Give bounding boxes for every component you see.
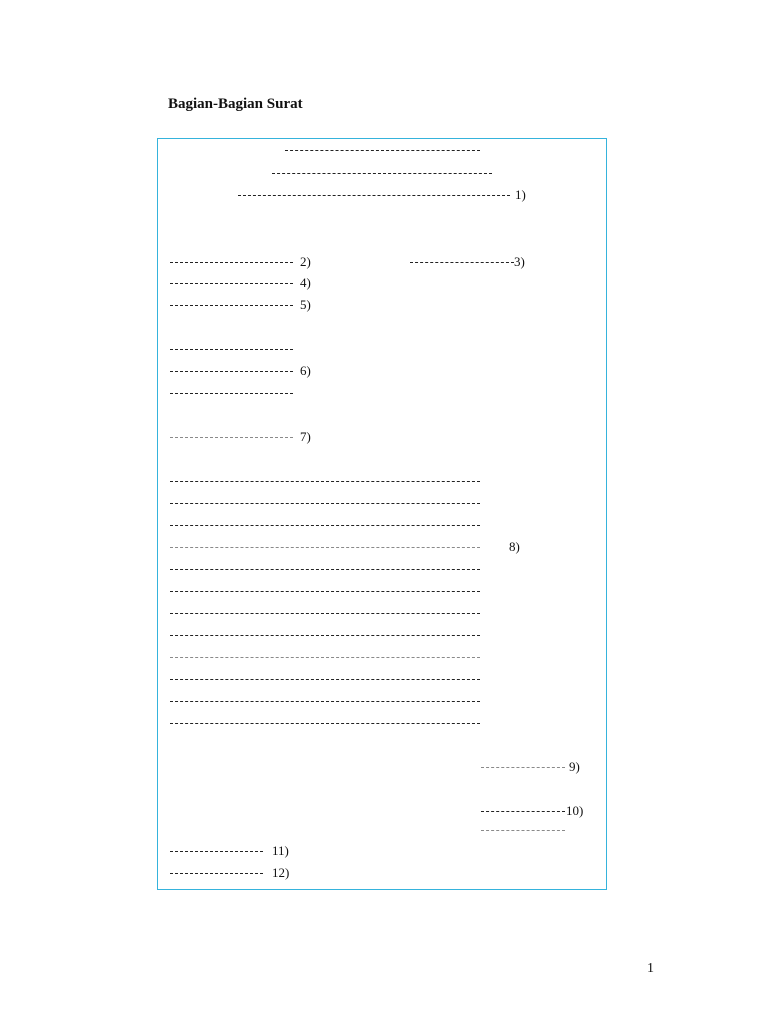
body-line xyxy=(170,591,480,592)
marker-3: 3) xyxy=(514,254,525,269)
body-line xyxy=(170,657,480,658)
address-line-3 xyxy=(170,393,293,394)
marker-9: 9) xyxy=(569,759,580,774)
letter-date-line xyxy=(410,262,514,263)
address-line-1 xyxy=(170,349,293,350)
letter-number-line xyxy=(170,262,293,263)
attachment-line xyxy=(170,283,293,284)
marker-6: 6) xyxy=(300,363,311,378)
letterhead-line-2 xyxy=(272,173,492,174)
body-line xyxy=(170,547,480,548)
marker-4: 4) xyxy=(300,275,311,290)
closing-line xyxy=(481,767,565,768)
letter-template-frame xyxy=(157,138,607,890)
body-line xyxy=(170,569,480,570)
letterhead-line-3 xyxy=(238,195,510,196)
body-line xyxy=(170,679,480,680)
body-line xyxy=(170,723,480,724)
signature-name-line xyxy=(481,830,565,831)
marker-12: 12) xyxy=(272,865,290,880)
copy-line-2 xyxy=(170,873,263,874)
body-line xyxy=(170,525,480,526)
copy-line-1 xyxy=(170,851,263,852)
marker-2: 2) xyxy=(300,254,311,269)
signature-line xyxy=(481,811,565,812)
document-title: Bagian-Bagian Surat xyxy=(168,96,303,112)
body-line xyxy=(170,503,480,504)
body-line xyxy=(170,481,480,482)
subject-line xyxy=(170,305,293,306)
page-number: 1 xyxy=(647,961,654,976)
salutation-line xyxy=(170,437,293,438)
address-line-2 xyxy=(170,371,293,372)
body-line xyxy=(170,635,480,636)
marker-8: 8) xyxy=(509,539,520,554)
marker-10: 10) xyxy=(566,803,584,818)
body-line xyxy=(170,701,480,702)
marker-5: 5) xyxy=(300,297,311,312)
marker-7: 7) xyxy=(300,429,311,444)
letterhead-line-1 xyxy=(285,150,480,151)
marker-11: 11) xyxy=(272,843,289,858)
marker-1: 1) xyxy=(515,187,526,202)
body-line xyxy=(170,613,480,614)
